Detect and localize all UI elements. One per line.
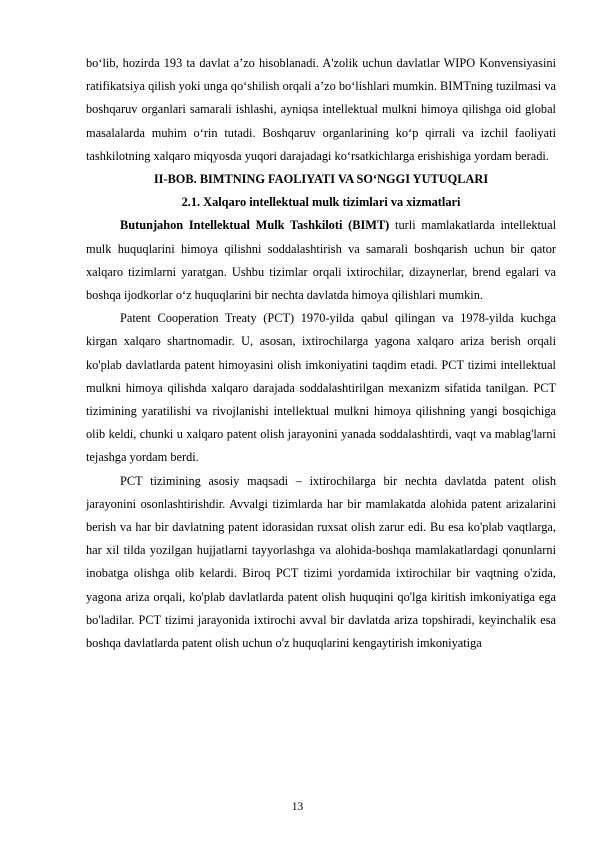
- page-number: 13: [291, 801, 304, 813]
- continuation-paragraph: bo‘lib, hozirda 193 ta davlat a’zo hisoblanadi. A'zolik uchun davlatlar WIPO Konvensiyasini ratifikatsiya qilish yoki unga qo‘shilish orqali a’zo bo‘lishlari mumkin. BIMTning tuzilmasi va boshqaruv organlari samarali ishlashi, ayniqsa intellektual mulkni himoya qilishga oid global masalalarda muhim o‘rin tutadi. Boshqaruv organlarining ko‘p qirrali va izchil faoliyati tashkilotning xalqaro miqyosda yuqori darajadagi ko‘rsatkichlarga erishishiga yordam beradi.: [86, 56, 556, 163]
- chapter-heading: II-BOB. BIMTNING FAOLIYATI VA SO‘NGGI YUTUQLARI: [153, 172, 489, 187]
- paragraph-bimt-systems-text: turli mamlakatlarda intellektual mulk huquqlarini himoya qilishni soddalashtirish va samarali boshqarish uchun bir qator xalqaro tizimlarni yaratgan. Ushbu tizimlar orqali ixtirochilar, dizaynerlar, brend egalari va boshqa ijodkorlar o‘z huquqlarini bir nechta davlatda himoya qilishlari mumkin.: [86, 218, 557, 303]
- paragraph-pct-purpose: PCT tizimining asosiy maqsadi – ixtirochilarga bir nechta davlatda patent olish jarayonini osonlashtirishdir. Avvalgi tizimlarda har bir mamlakatda alohida patent arizalarini berish va har bir davlatning patent idorasidan ruxsat olish zarur edi. Bu esa ko'plab vaqtlarga, har xil tilda yozilgan hujjatlarni tayyorlashga va alohida-boshqa mamlakatlardagi qonunlarni inobatga olishga olib kelardi. Biroq PCT tizimi yordamida ixtirochilar bir vaqtning o'zida, yagona ariza orqali, ko'plab davlatlarda patent olish huquqini qo'lga kiritish imkoniyatiga ega bo'ladilar. PCT tizimi jarayonida ixtirochi avval bir davlatda ariza topshiradi, keyinchalik esa boshqa davlatlarda patent olish uchun o'z huquqlarini kengaytirish imkoniyatiga: [86, 473, 556, 651]
- section-heading: 2.1. Xalqaro intellektual mulk tizimlari va xizmatlari: [181, 195, 461, 210]
- organization-name: Butunjahon Intellektual Mulk Tashkiloti (BIMT): [120, 218, 390, 233]
- document-page: [86, 52, 556, 655]
- paragraph-pct-intro: Patent Cooperation Treaty (PCT) 1970-yilda qabul qilingan va 1978-yilda kuchga kirgan xalqaro shartnomadir. U, asosan, ixtirochilarga yagona xalqaro ariza berish orqali ko'plab davlatlarda patent himoyasini olish imkoniyatini taqdim etadi. PCT tizimi intellektual mulkni himoya qilishda xalqaro darajada soddalashtirilgan mexanizm sifatida tanilgan. PCT tizimining yaratilishi va rivojlanishi intellektual mulkni himoya qilishning yangi bosqichiga olib keldi, chunki u xalqaro patent olish jarayonini yanada soddalashtirdi, vaqt va mablag'larni tejashga yordam berdi.: [86, 311, 556, 465]
- paragraph-bimt-systems: [86, 214, 556, 307]
